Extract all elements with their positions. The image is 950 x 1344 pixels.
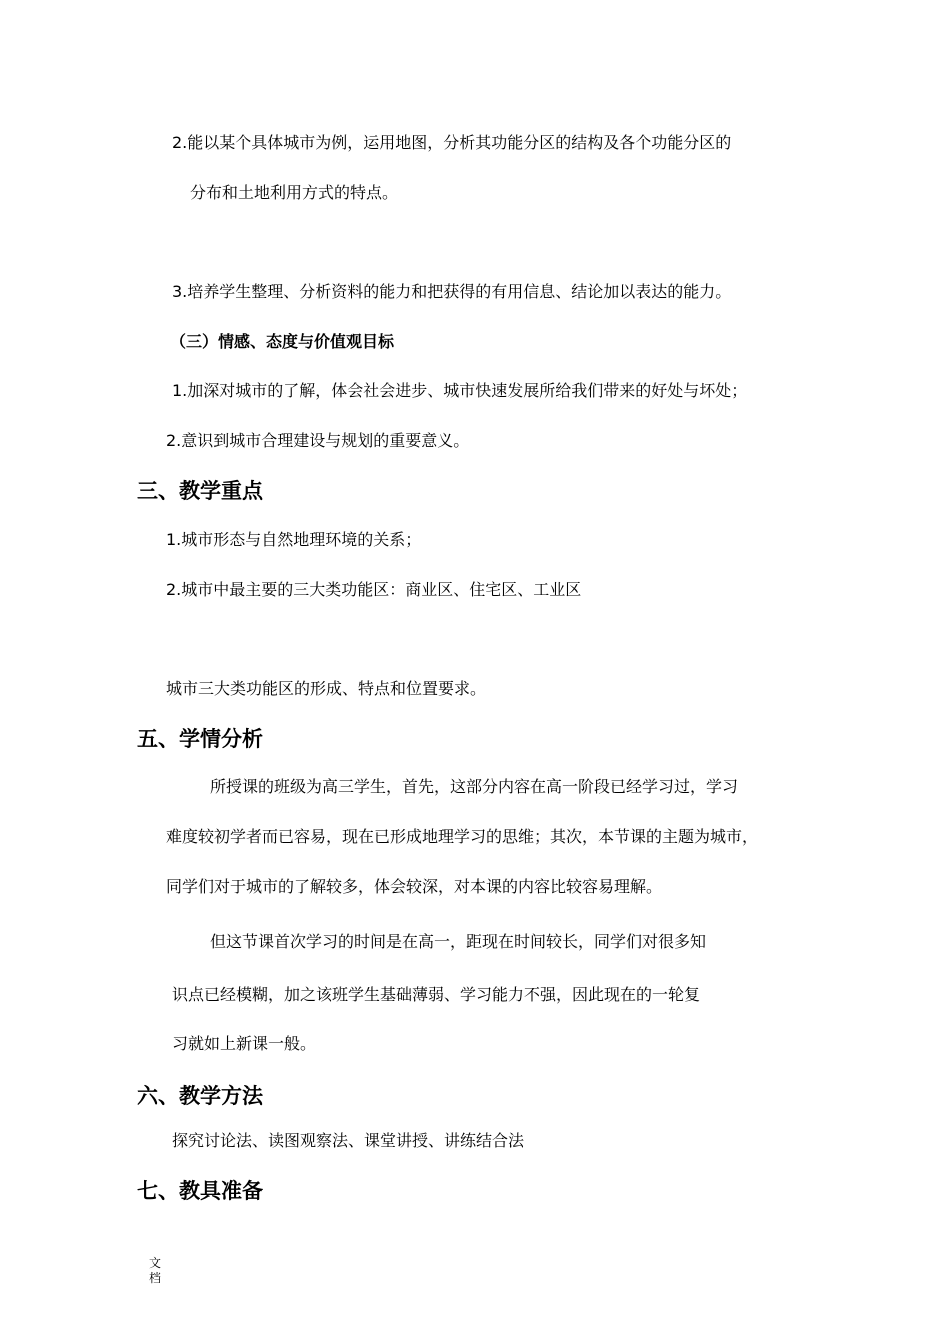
analysis-para-1-line-3: 同学们对于城市的了解较多，体会较深，对本课的内容比较容易理解。 (166, 877, 663, 896)
emotion-goal-item-2: 2.意识到城市合理建设与规划的重要意义。 (166, 431, 470, 450)
emotion-goal-item-1: 1.加深对城市的了解，体会社会进步、城市快速发展所给我们带来的好处与坏处； (172, 381, 748, 400)
section-seven-heading: 七、教具准备 (137, 1179, 263, 1203)
analysis-para-2-line-3: 习就如上新课一般。 (172, 1034, 317, 1053)
section-three-heading: 三、教学重点 (137, 479, 263, 503)
key-point-item-2: 2.城市中最主要的三大类功能区：商业区、住宅区、工业区 (166, 580, 582, 599)
analysis-para-1-line-2: 难度较初学者而已容易，现在已形成地理学习的思维；其次，本节课的主题为城市， (166, 827, 759, 846)
footer-char-2: 档 (148, 1271, 161, 1285)
skill-item-2-line-1: 2.能以某个具体城市为例，运用地图，分析其功能分区的结构及各个功能分区的 (172, 133, 732, 152)
analysis-para-2-line-2: 识点已经模糊，加之该班学生基础薄弱、学习能力不强，因此现在的一轮复 (172, 985, 701, 1004)
teaching-methods: 探究讨论法、读图观察法、课堂讲授、讲练结合法 (172, 1131, 525, 1150)
skill-item-3: 3.培养学生整理、分析资料的能力和把获得的有用信息、结论加以表达的能力。 (172, 282, 732, 301)
skill-item-2-line-2: 分布和土地利用方式的特点。 (190, 183, 399, 202)
analysis-para-2-line-1: 但这节课首次学习的时间是在高一，距现在时间较长，同学们对很多知 (210, 932, 707, 951)
difficulty-text: 城市三大类功能区的形成、特点和位置要求。 (166, 679, 487, 698)
page-footer-label (148, 1256, 162, 1286)
emotion-goals-title: （三）情感、态度与价值观目标 (170, 332, 395, 351)
key-point-item-1: 1.城市形态与自然地理环境的关系； (166, 530, 422, 549)
section-six-heading: 六、教学方法 (137, 1084, 263, 1108)
footer-char-1: 文 (148, 1256, 161, 1270)
section-five-heading: 五、学情分析 (137, 727, 263, 751)
analysis-para-1-line-1: 所授课的班级为高三学生，首先，这部分内容在高一阶段已经学习过，学习 (210, 777, 739, 796)
